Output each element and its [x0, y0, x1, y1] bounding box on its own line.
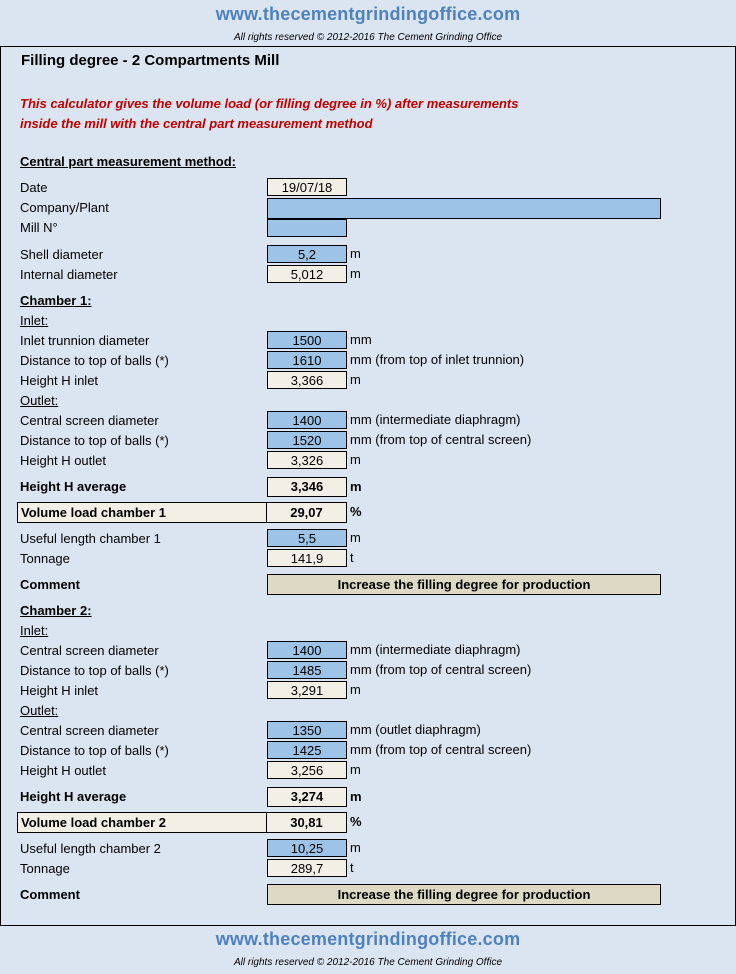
- c2-dist-out-unit: mm (from top of central screen): [350, 742, 532, 757]
- description-line-2: inside the mill with the central part measurement method: [20, 116, 373, 131]
- copyright-header: All rights reserved © 2012-2016 The Cement Grinding Office: [233, 32, 503, 43]
- method-heading: Central part measurement method:: [20, 154, 236, 169]
- c1-height-avg-label: Height H average: [20, 479, 127, 494]
- c2-comment-label: Comment: [20, 887, 80, 902]
- mill-label: Mill N°: [20, 220, 58, 235]
- chamber1-outlet-heading: Outlet:: [20, 393, 59, 408]
- c2-height-inlet-cell: 3,291: [267, 681, 347, 699]
- c1-trunnion-label: Inlet trunnion diameter: [20, 333, 150, 348]
- c2-height-avg-cell: 3,274: [267, 787, 347, 807]
- c1-tonnage-label: Tonnage: [20, 551, 70, 566]
- mill-input[interactable]: [267, 219, 347, 237]
- company-input[interactable]: [267, 198, 661, 219]
- c1-tonnage-unit: t: [350, 550, 354, 565]
- date-cell[interactable]: 19/07/18: [267, 178, 347, 196]
- c1-length-input[interactable]: 5,5: [267, 529, 347, 547]
- c2-height-inlet-unit: m: [350, 682, 361, 697]
- c1-height-outlet-label: Height H outlet: [20, 453, 106, 468]
- c2-screen-in-input[interactable]: 1400: [267, 641, 347, 659]
- c2-height-inlet-label: Height H inlet: [20, 683, 99, 698]
- c1-dist-out-input[interactable]: 1520: [267, 431, 347, 449]
- c1-screen-unit: mm (intermediate diaphragm): [350, 412, 521, 427]
- c2-dist-in-label: Distance to top of balls (*): [20, 663, 169, 678]
- c1-volume-load-cell: 29,07: [267, 502, 347, 523]
- c1-length-unit: m: [350, 530, 361, 545]
- date-label: Date: [20, 180, 48, 195]
- c1-height-outlet-cell: 3,326: [267, 451, 347, 469]
- c1-trunnion-input[interactable]: 1500: [267, 331, 347, 349]
- copyright-footer: All rights reserved © 2012-2016 The Cement Grinding Office: [233, 957, 503, 968]
- c2-screen-in-unit: mm (intermediate diaphragm): [350, 642, 521, 657]
- internal-diameter-label: Internal diameter: [20, 267, 118, 282]
- c2-volume-load-unit: %: [350, 814, 362, 829]
- c2-length-input[interactable]: 10,25: [267, 839, 347, 857]
- c2-screen-out-label: Central screen diameter: [20, 723, 159, 738]
- c2-height-avg-unit: m: [350, 789, 362, 804]
- c1-height-outlet-unit: m: [350, 452, 361, 467]
- c2-tonnage-unit: t: [350, 860, 354, 875]
- site-link-header[interactable]: www.thecementgrindingoffice.com: [215, 4, 521, 24]
- c2-height-avg-label: Height H average: [20, 789, 127, 804]
- chamber2-outlet-heading: Outlet:: [20, 703, 59, 718]
- c1-comment-cell: Increase the filling degree for production: [267, 574, 661, 595]
- c1-dist-in-unit: mm (from top of inlet trunnion): [350, 352, 525, 367]
- page-title: Filling degree - 2 Compartments Mill: [21, 52, 280, 69]
- c1-dist-out-label: Distance to top of balls (*): [20, 433, 169, 448]
- chamber1-heading: Chamber 1:: [20, 293, 92, 308]
- chamber1-inlet-heading: Inlet:: [20, 313, 49, 328]
- c2-length-label: Useful length chamber 2: [20, 841, 161, 856]
- description-line-1: This calculator gives the volume load (or filling degree in %) after measurements: [20, 96, 519, 111]
- c2-height-outlet-cell: 3,256: [267, 761, 347, 779]
- c1-volume-load-unit: %: [350, 504, 362, 519]
- c1-trunnion-unit: mm: [350, 332, 372, 347]
- c2-height-outlet-label: Height H outlet: [20, 763, 106, 778]
- internal-diameter-unit: m: [350, 266, 361, 281]
- c1-screen-label: Central screen diameter: [20, 413, 159, 428]
- c1-height-inlet-unit: m: [350, 372, 361, 387]
- c2-dist-out-input[interactable]: 1425: [267, 741, 347, 759]
- c1-height-inlet-cell: 3,366: [267, 371, 347, 389]
- site-link-footer[interactable]: www.thecementgrindingoffice.com: [215, 929, 521, 949]
- c2-tonnage-cell: 289,7: [267, 859, 347, 877]
- c1-dist-in-label: Distance to top of balls (*): [20, 353, 169, 368]
- c2-length-unit: m: [350, 840, 361, 855]
- c2-tonnage-label: Tonnage: [20, 861, 70, 876]
- c2-dist-out-label: Distance to top of balls (*): [20, 743, 169, 758]
- c1-height-avg-cell: 3,346: [267, 477, 347, 497]
- c1-tonnage-cell: 141,9: [267, 549, 347, 567]
- c1-volume-load-label: Volume load chamber 1: [17, 502, 267, 523]
- c2-comment-cell: Increase the filling degree for production: [267, 884, 661, 905]
- chamber2-inlet-heading: Inlet:: [20, 623, 49, 638]
- c1-length-label: Useful length chamber 1: [20, 531, 161, 546]
- c1-height-avg-unit: m: [350, 479, 362, 494]
- c1-dist-out-unit: mm (from top of central screen): [350, 432, 532, 447]
- c1-screen-input[interactable]: 1400: [267, 411, 347, 429]
- c1-height-inlet-label: Height H inlet: [20, 373, 99, 388]
- c2-screen-in-label: Central screen diameter: [20, 643, 159, 658]
- internal-diameter-cell: 5,012: [267, 265, 347, 283]
- c1-comment-label: Comment: [20, 577, 80, 592]
- chamber2-heading: Chamber 2:: [20, 603, 92, 618]
- c2-screen-out-input[interactable]: 1350: [267, 721, 347, 739]
- shell-diameter-input[interactable]: 5,2: [267, 245, 347, 263]
- c2-dist-in-unit: mm (from top of central screen): [350, 662, 532, 677]
- c2-volume-load-label: Volume load chamber 2: [17, 812, 267, 833]
- shell-diameter-label: Shell diameter: [20, 247, 104, 262]
- c2-dist-in-input[interactable]: 1485: [267, 661, 347, 679]
- shell-diameter-unit: m: [350, 246, 361, 261]
- c2-height-outlet-unit: m: [350, 762, 361, 777]
- c1-dist-in-input[interactable]: 1610: [267, 351, 347, 369]
- c2-screen-out-unit: mm (outlet diaphragm): [350, 722, 481, 737]
- company-label: Company/Plant: [20, 200, 109, 215]
- c2-volume-load-cell: 30,81: [267, 812, 347, 833]
